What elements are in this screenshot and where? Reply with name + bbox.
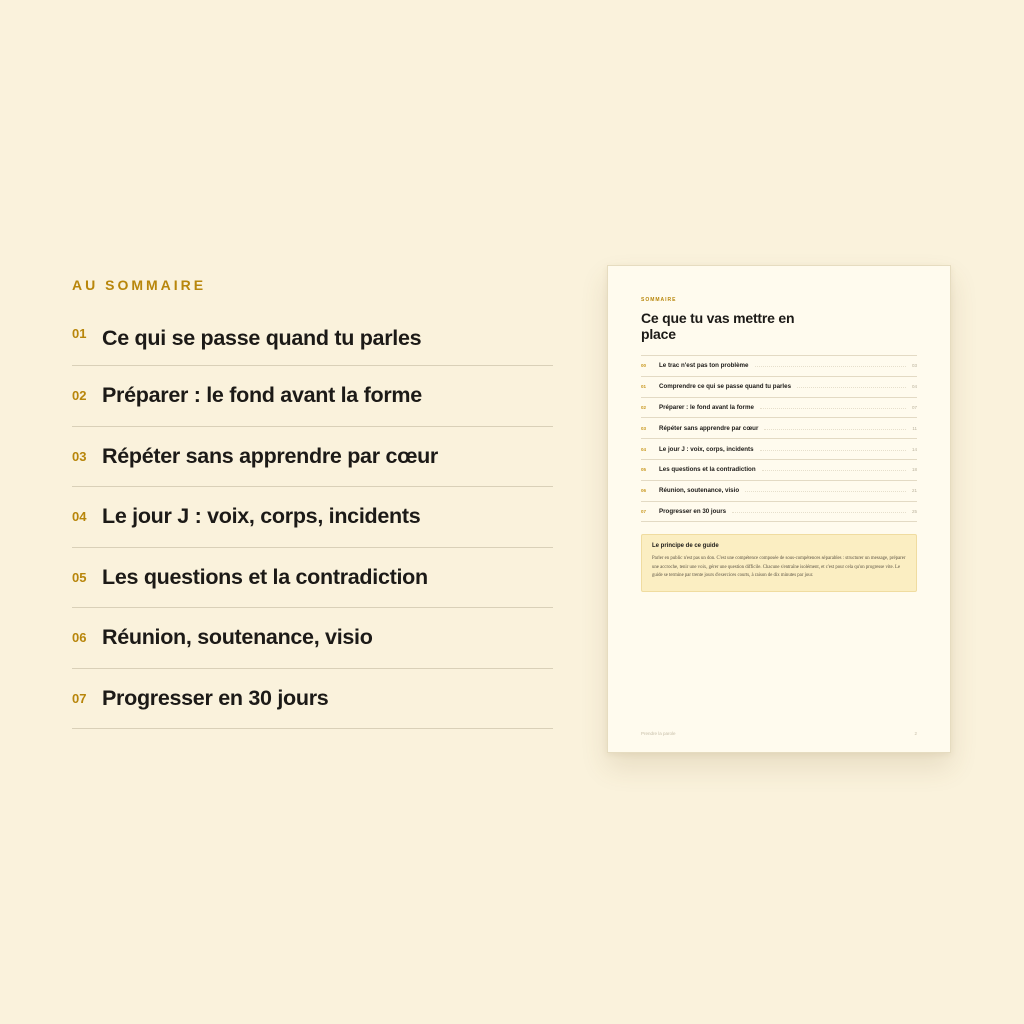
page-title: Ce que tu vas mettre en place: [641, 310, 795, 342]
dot-leader: [732, 512, 906, 513]
page-toc-number: 05: [641, 467, 647, 473]
page-toc-row: [641, 377, 917, 398]
page-toc-label: Répéter sans apprendre par cœur: [659, 424, 759, 432]
toc-row: [72, 487, 553, 548]
toc-item-title: Le jour J : voix, corps, incidents: [102, 504, 421, 529]
toc-item-number: 05: [72, 569, 87, 585]
page-toc-row: [641, 398, 917, 419]
page-toc-page-number: 03: [911, 363, 917, 369]
toc-item-title: Les questions et la contradiction: [102, 564, 428, 589]
page-toc-label: Réunion, soutenance, visio: [659, 487, 740, 495]
dot-leader: [760, 450, 906, 451]
page-toc-label: Comprendre ce qui se passe quand tu parles: [659, 383, 792, 391]
dot-leader: [755, 366, 906, 367]
page-toc-row: [641, 418, 917, 439]
page-toc-row: [641, 356, 917, 377]
toc-item-title: Répéter sans apprendre par cœur: [102, 443, 439, 468]
toc-list: [72, 326, 553, 729]
page-toc-page-number: 14: [911, 446, 917, 452]
page-toc-label: Le jour J : voix, corps, incidents: [659, 445, 754, 453]
callout-title: Le principe de ce guide: [652, 543, 719, 550]
guide-principle-callout: [641, 534, 917, 592]
page-toc-label: Préparer : le fond avant la forme: [659, 403, 754, 411]
toc-section: [72, 276, 553, 729]
page-toc-number: 03: [641, 425, 647, 431]
page-toc-label: Le trac n'est pas ton problème: [659, 362, 749, 370]
dot-leader: [745, 491, 906, 492]
toc-row: [72, 548, 553, 609]
toc-row: [72, 608, 553, 669]
page-toc-number: 04: [641, 446, 647, 452]
page-toc-number: 02: [641, 404, 647, 410]
toc-item-number: 02: [72, 388, 87, 404]
toc-row: [72, 669, 553, 730]
dot-leader: [762, 470, 906, 471]
page-content: [641, 297, 917, 592]
page-toc-row: [641, 439, 917, 460]
toc-item-title: Réunion, soutenance, visio: [102, 625, 373, 650]
page-toc-row: [641, 481, 917, 502]
page-toc-list: [641, 355, 917, 522]
footer-book-title: Prendre la parole: [641, 731, 676, 736]
toc-item-title: Ce qui se passe quand tu parles: [102, 326, 422, 350]
page-toc-number: 01: [641, 384, 647, 390]
toc-row: [72, 326, 553, 366]
page-toc-page-number: 25: [911, 508, 917, 514]
page-toc-page-number: 07: [911, 404, 917, 410]
page-toc-number: 07: [641, 508, 647, 514]
toc-item-title: Préparer : le fond avant la forme: [102, 383, 422, 408]
toc-item-number: 04: [72, 509, 87, 525]
dot-leader: [760, 408, 906, 409]
page-toc-row: [641, 460, 917, 481]
page-toc-number: 06: [641, 488, 647, 494]
page-toc-page-number: 04: [911, 384, 917, 390]
dot-leader: [797, 387, 906, 388]
page-toc-page-number: 21: [911, 488, 917, 494]
page-kicker: SOMMAIRE: [641, 297, 677, 303]
toc-item-title: Progresser en 30 jours: [102, 685, 329, 710]
toc-item-number: 06: [72, 630, 87, 646]
page-toc-label: Progresser en 30 jours: [659, 507, 727, 515]
toc-kicker: AU SOMMAIRE: [72, 277, 207, 293]
dot-leader: [764, 429, 906, 430]
toc-item-number: 07: [72, 690, 87, 706]
page-toc-page-number: 11: [912, 425, 917, 431]
page-footer: [641, 731, 917, 736]
toc-item-number: 01: [72, 326, 87, 341]
page-toc-page-number: 18: [911, 467, 917, 473]
page-preview: [607, 265, 951, 753]
page-toc-number: 00: [641, 363, 647, 369]
page-toc-label: Les questions et la contradiction: [659, 466, 756, 474]
footer-page-number: 2: [914, 731, 917, 736]
toc-item-number: 03: [72, 448, 87, 464]
callout-text: Parler en public n'est pas un don. C'est une compétence composée de sous-compétences séparables : structurer un message, préparer une accroche, tenir une voix, gérer une question difficile. Chacune s'entraîne isolément, et c'est pour cela qu'on progresse vite. Le guide se termine par trente jours d'exercices courts, à raison de dix minutes par jour.: [652, 556, 906, 579]
toc-row: [72, 427, 553, 488]
toc-row: [72, 366, 553, 427]
page-toc-row: [641, 502, 917, 523]
